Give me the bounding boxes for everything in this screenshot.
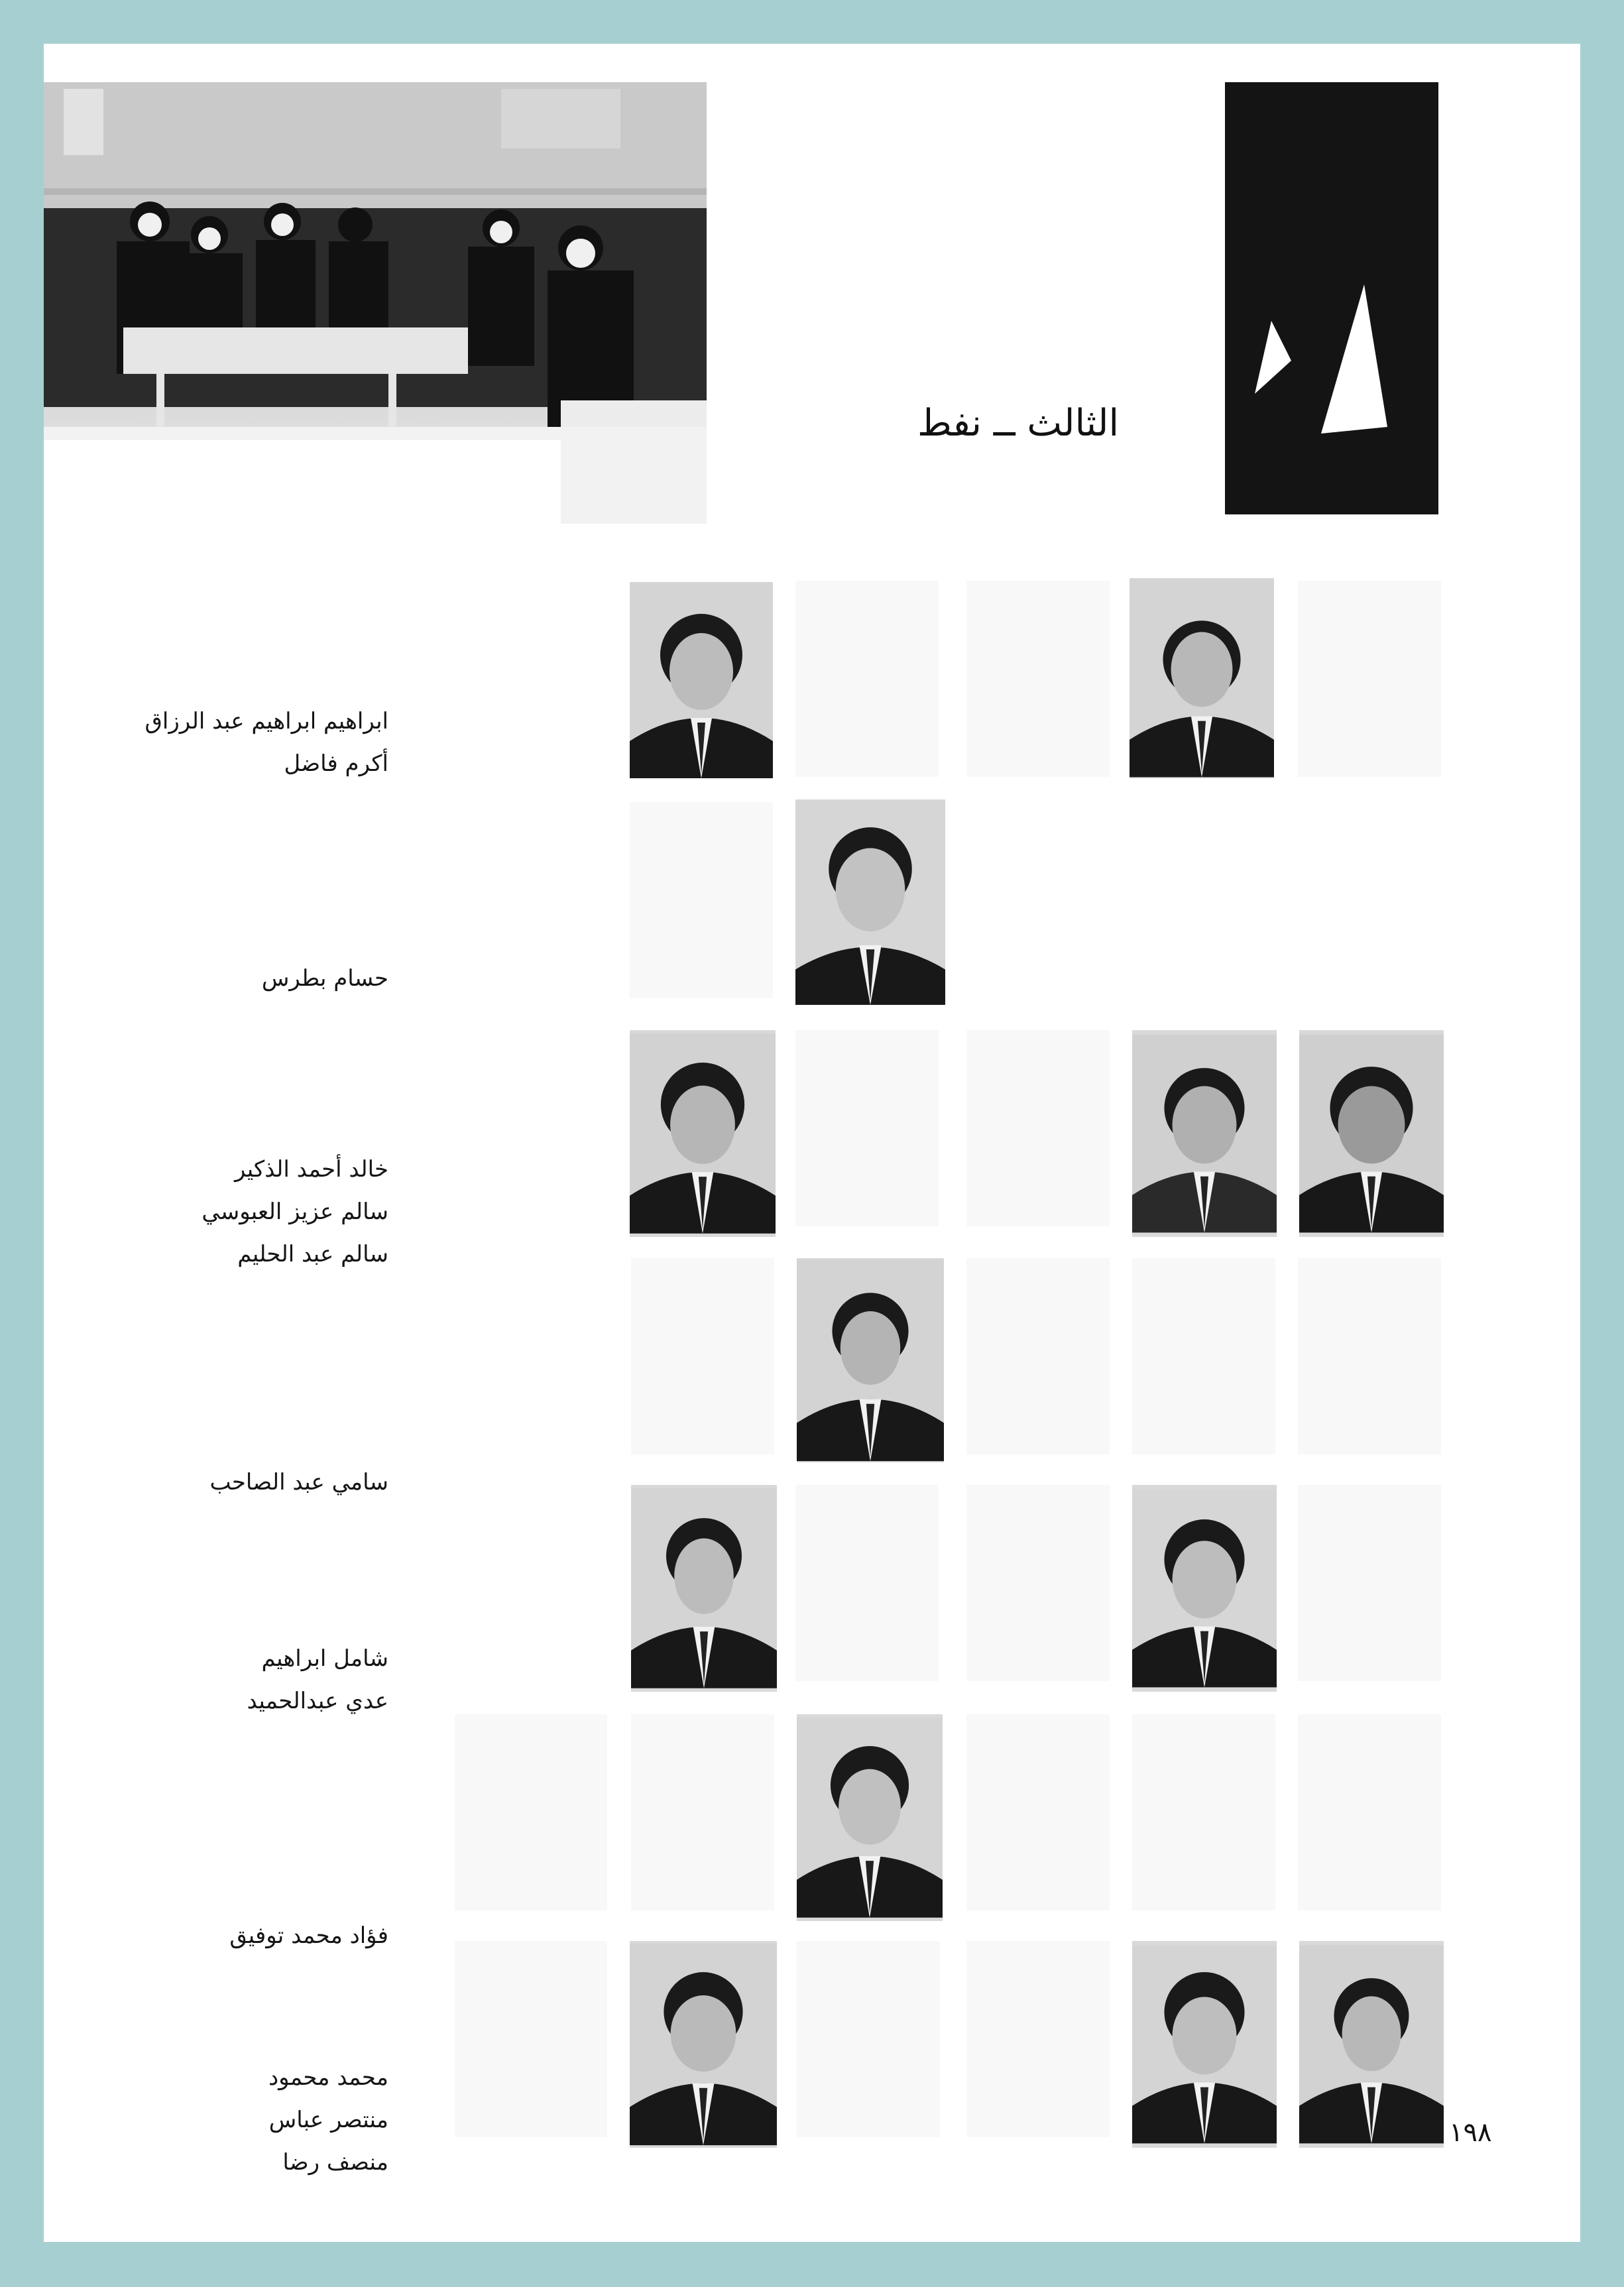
yearbook-page bbox=[44, 44, 1580, 2242]
portrait-icon bbox=[630, 1941, 777, 2148]
student-portrait bbox=[1132, 1941, 1277, 2148]
student-name: خالد أحمد الذكير bbox=[234, 1156, 388, 1183]
student-name: سالم عزيز العبوسي bbox=[202, 1199, 388, 1225]
portrait-icon bbox=[630, 1030, 776, 1237]
student-portrait bbox=[1299, 1030, 1444, 1237]
portrait-icon bbox=[797, 1714, 943, 1921]
photo-slot-empty bbox=[1132, 1258, 1275, 1454]
two-triangles-emblem-icon bbox=[1225, 82, 1438, 514]
student-portrait bbox=[797, 1714, 943, 1921]
photo-slot-empty bbox=[1298, 1714, 1441, 1910]
page-number: ١٩٨ bbox=[1449, 2117, 1492, 2148]
student-portrait bbox=[797, 1258, 944, 1462]
photo-slot-empty bbox=[1298, 1485, 1441, 1681]
student-portrait bbox=[630, 1030, 776, 1237]
photo-slot-empty bbox=[795, 1485, 939, 1681]
portrait-icon bbox=[1132, 1030, 1277, 1237]
portrait-icon bbox=[797, 1258, 944, 1462]
photo-slot-empty bbox=[966, 1258, 1110, 1454]
student-portrait bbox=[1132, 1485, 1277, 1692]
portrait-icon bbox=[1132, 1485, 1277, 1692]
photo-slot-empty bbox=[631, 1258, 774, 1454]
photo-slot-empty bbox=[630, 802, 773, 998]
photo-slot-empty bbox=[966, 1485, 1110, 1681]
student-name: سالم عبد الحليم bbox=[237, 1241, 388, 1267]
student-name: محمد محمود bbox=[268, 2064, 388, 2091]
portrait-icon bbox=[1299, 1941, 1444, 2148]
portrait-icon bbox=[1299, 1030, 1444, 1237]
portrait-icon bbox=[631, 1485, 777, 1692]
photo-slot-empty bbox=[797, 1941, 940, 2137]
name-group bbox=[123, 1637, 388, 1722]
photo-slot-empty bbox=[966, 581, 1110, 777]
student-portrait bbox=[630, 1941, 777, 2148]
student-portrait bbox=[631, 1485, 777, 1692]
name-group bbox=[123, 2056, 388, 2184]
student-portrait bbox=[630, 582, 773, 778]
photo-slot-empty bbox=[631, 1714, 774, 1910]
photo-slot-empty bbox=[966, 1714, 1110, 1910]
portrait-icon bbox=[1132, 1941, 1277, 2148]
page-title: الثالث ــ نفط bbox=[917, 402, 1120, 445]
name-group bbox=[123, 700, 388, 785]
emblem bbox=[1225, 82, 1438, 514]
portrait-icon bbox=[1130, 578, 1274, 778]
student-name: سامي عبد الصاحب bbox=[209, 1469, 388, 1495]
photo-slot-empty bbox=[455, 1941, 607, 2137]
student-portrait bbox=[1130, 578, 1274, 778]
portrait-icon bbox=[795, 799, 945, 1005]
student-portrait bbox=[795, 799, 945, 1005]
student-portrait bbox=[1299, 1941, 1444, 2148]
classroom-photo bbox=[44, 82, 707, 524]
name-group bbox=[123, 1148, 388, 1275]
photo-slot-empty bbox=[1298, 581, 1441, 777]
student-name: منصف رضا bbox=[282, 2149, 388, 2176]
photo-slot-empty bbox=[455, 1714, 607, 1910]
student-name: عدي عبدالحميد bbox=[247, 1688, 388, 1714]
student-portrait bbox=[1132, 1030, 1277, 1237]
photo-slot-empty bbox=[1298, 1258, 1441, 1454]
name-group bbox=[123, 957, 388, 1000]
photo-slot-empty bbox=[966, 1941, 1110, 2137]
photo-slot-empty bbox=[966, 1030, 1110, 1226]
student-name: منتصر عباس bbox=[268, 2107, 388, 2133]
photo-slot-empty bbox=[795, 1030, 939, 1226]
student-name: فؤاد محمد توفيق bbox=[229, 1922, 388, 1949]
portrait-icon bbox=[630, 582, 773, 778]
student-name: شامل ابراهيم bbox=[261, 1645, 388, 1672]
name-group bbox=[123, 1461, 388, 1503]
student-name: حسام بطرس bbox=[261, 965, 388, 992]
photo-slot-empty bbox=[1132, 1714, 1275, 1910]
student-name: ابراهيم ابراهيم عبد الرزاق bbox=[145, 708, 388, 734]
photo-slot-empty bbox=[795, 581, 939, 777]
student-name: أكرم فاضل bbox=[284, 750, 388, 777]
name-group bbox=[123, 1914, 388, 1957]
